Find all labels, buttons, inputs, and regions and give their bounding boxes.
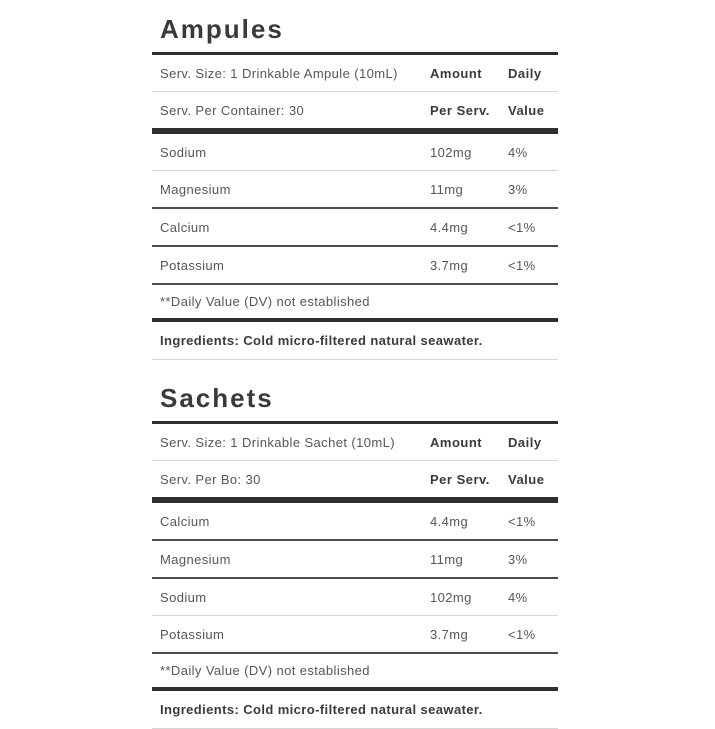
nutrient-amount: 11mg — [430, 551, 464, 567]
nutrient-row-calcium — [152, 503, 558, 541]
servings-per-container-row — [152, 92, 558, 134]
nutrient-name: Potassium — [160, 626, 225, 642]
nutrient-daily-value: 3% — [508, 181, 528, 197]
section-title-ampules: Ampules — [152, 12, 558, 55]
daily-column-header: Daily — [508, 434, 542, 450]
nutrient-row-calcium — [152, 209, 558, 247]
daily-value-footnote: **Daily Value (DV) not established — [152, 654, 558, 691]
nutrient-daily-value: 4% — [508, 144, 528, 160]
nutrient-daily-value: 4% — [508, 589, 528, 605]
nutrient-amount: 3.7mg — [430, 257, 469, 273]
nutrient-name: Sodium — [160, 589, 207, 605]
nutrient-amount: 11mg — [430, 181, 464, 197]
value-column-header: Value — [508, 471, 545, 487]
nutrient-row-magnesium — [152, 171, 558, 209]
daily-column-header: Daily — [508, 65, 542, 81]
servings-per-box-label: Serv. Per Bo: 30 — [160, 471, 261, 487]
daily-value-footnote: **Daily Value (DV) not established — [152, 285, 558, 322]
servings-per-container-label: Serv. Per Container: 30 — [160, 102, 305, 118]
nutrient-daily-value: <1% — [508, 626, 536, 642]
nutrient-name: Calcium — [160, 513, 210, 529]
servings-per-box-row — [152, 461, 558, 503]
value-column-header: Value — [508, 102, 545, 118]
serving-size-label: Serv. Size: 1 Drinkable Ampule (10mL) — [160, 65, 398, 81]
nutrient-daily-value: <1% — [508, 257, 536, 273]
nutrient-row-potassium — [152, 616, 558, 654]
nutrient-row-sodium — [152, 134, 558, 171]
nutrient-amount: 4.4mg — [430, 513, 469, 529]
amount-column-header: Amount — [430, 65, 483, 81]
nutrient-amount: 102mg — [430, 589, 472, 605]
ingredients-text: Ingredients: Cold micro-filtered natural seawater. — [152, 322, 558, 360]
per-serv-column-header: Per Serv. — [430, 471, 490, 487]
nutrient-daily-value: <1% — [508, 513, 536, 529]
amount-column-header: Amount — [430, 434, 483, 450]
per-serv-column-header: Per Serv. — [430, 102, 490, 118]
nutrient-name: Magnesium — [160, 551, 231, 567]
nutrient-amount: 102mg — [430, 144, 472, 160]
ingredients-text: Ingredients: Cold micro-filtered natural seawater. — [152, 691, 558, 729]
nutrient-row-magnesium — [152, 541, 558, 579]
nutrient-name: Potassium — [160, 257, 225, 273]
nutrient-daily-value: 3% — [508, 551, 528, 567]
nutrient-row-sodium — [152, 579, 558, 616]
nutrient-row-potassium — [152, 247, 558, 285]
nutrient-amount: 3.7mg — [430, 626, 469, 642]
nutrient-name: Sodium — [160, 144, 207, 160]
serving-size-row — [152, 55, 558, 92]
nutrient-daily-value: <1% — [508, 219, 536, 235]
section-sachets — [152, 381, 558, 729]
section-ampules — [152, 12, 558, 360]
nutrient-name: Calcium — [160, 219, 210, 235]
serving-size-label: Serv. Size: 1 Drinkable Sachet (10mL) — [160, 434, 395, 450]
section-title-sachets: Sachets — [152, 381, 558, 424]
nutrient-amount: 4.4mg — [430, 219, 469, 235]
nutrient-name: Magnesium — [160, 181, 231, 197]
serving-size-row — [152, 424, 558, 461]
